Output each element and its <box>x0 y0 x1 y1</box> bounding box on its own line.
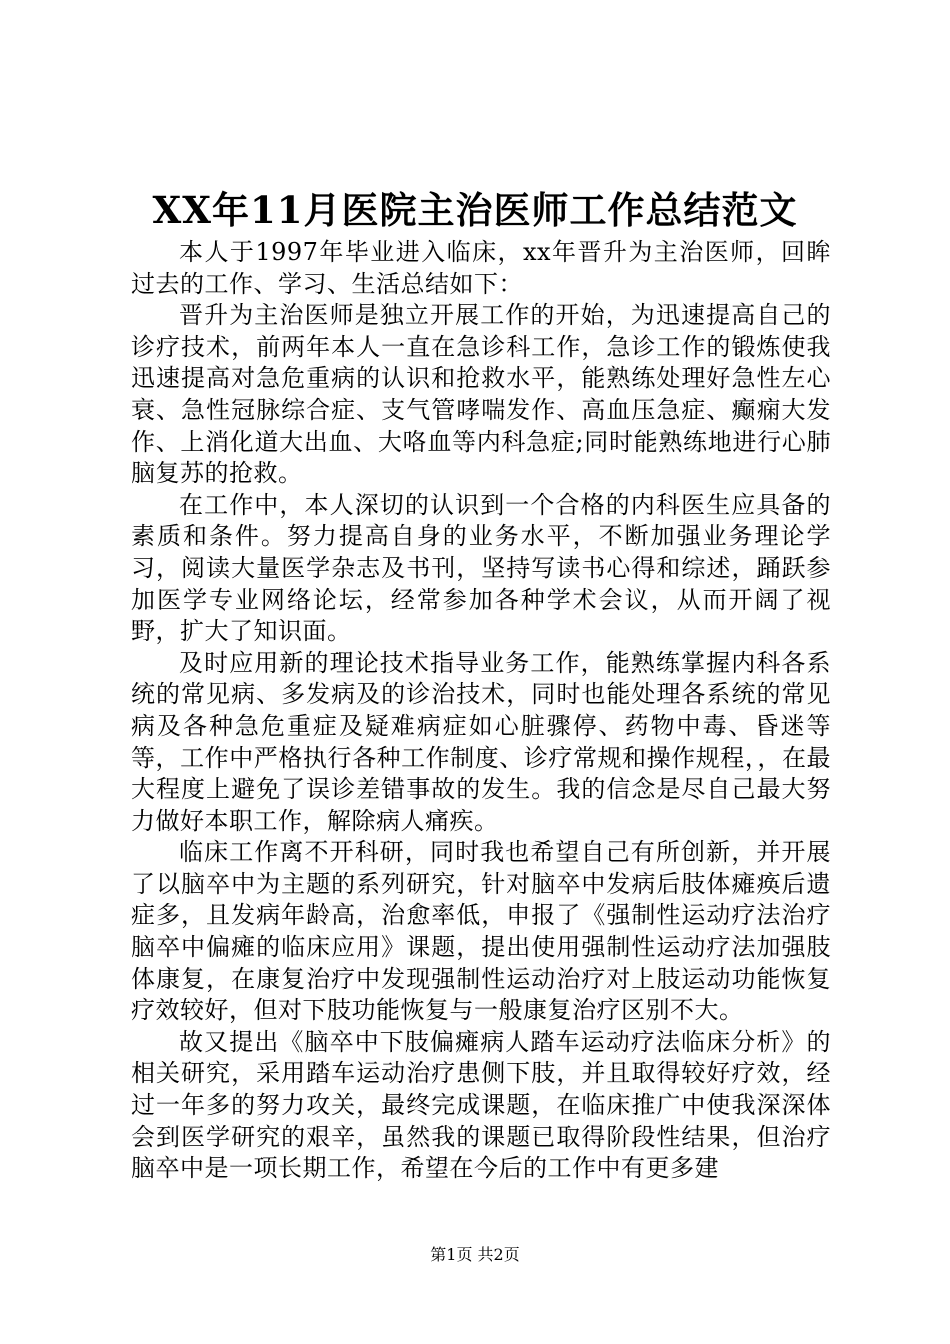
paragraph: 故又提出《脑卒中下肢偏瘫病人踏车运动疗法临床分析》的相关研究，采用踏车运动治疗患侧下肢，并且取得较好疗效，经过一年多的努力攻关，最终完成课题，在临床推广中使我深深体会到医学研究的艰辛，虽然我的课题已取得阶段性结果，但治疗脑卒中是一项长期工作，希望在今后的工作中有更多建 <box>131 1027 831 1183</box>
paragraph: 本人于1997年毕业进入临床，xx年晋升为主治医师，回眸过去的工作、学习、生活总结如下： <box>131 238 831 298</box>
document-title: XX年11月医院主治医师工作总结范文 <box>152 188 798 232</box>
paragraph: 晋升为主治医师是独立开展工作的开始，为迅速提高自己的诊疗技术，前两年本人一直在急诊科工作，急诊工作的锻炼使我迅速提高对急危重病的认识和抢救水平，能熟练处理好急性左心衰、急性冠脉综合症、支气管哮喘发作、高血压急症、癫痫大发作、上消化道大出血、大咯血等内科急症;同时能熟练地进行心肺脑复苏的抢救。 <box>131 301 831 488</box>
paragraph: 临床工作离不开科研，同时我也希望自己有所创新，并开展了以脑卒中为主题的系列研究，针对脑卒中发病后肢体瘫痪后遗症多，且发病年龄高，治愈率低，申报了《强制性运动疗法治疗脑卒中偏瘫的临床应用》课题，提出使用强制性运动疗法加强肢体康复，在康复治疗中发现强制性运动治疗对上肢运动功能恢复疗效较好，但对下肢功能恢复与一般康复治疗区别不大。 <box>131 838 831 1025</box>
paragraph: 及时应用新的理论技术指导业务工作，能熟练掌握内科各系统的常见病、多发病及的诊治技术，同时也能处理各系统的常见病及各种急危重症及疑难病症如心脏骤停、药物中毒、昏迷等等，工作中严格执行各种工作制度、诊疗常规和操作规程，，在最大程度上避免了误诊差错事故的发生。我的信念是尽自己最大努力做好本职工作，解除病人痛疾。 <box>131 648 831 835</box>
page-footer: 第1页 共2页 <box>430 1245 520 1264</box>
paragraph: 在工作中，本人深切的认识到一个合格的内科医生应具备的素质和条件。努力提高自身的业务水平，不断加强业务理论学习，阅读大量医学杂志及书刊，坚持写读书心得和综述，踊跃参加医学专业网络论坛，经常参加各种学术会议，从而开阔了视野，扩大了知识面。 <box>131 490 831 646</box>
document-body <box>131 237 831 1187</box>
